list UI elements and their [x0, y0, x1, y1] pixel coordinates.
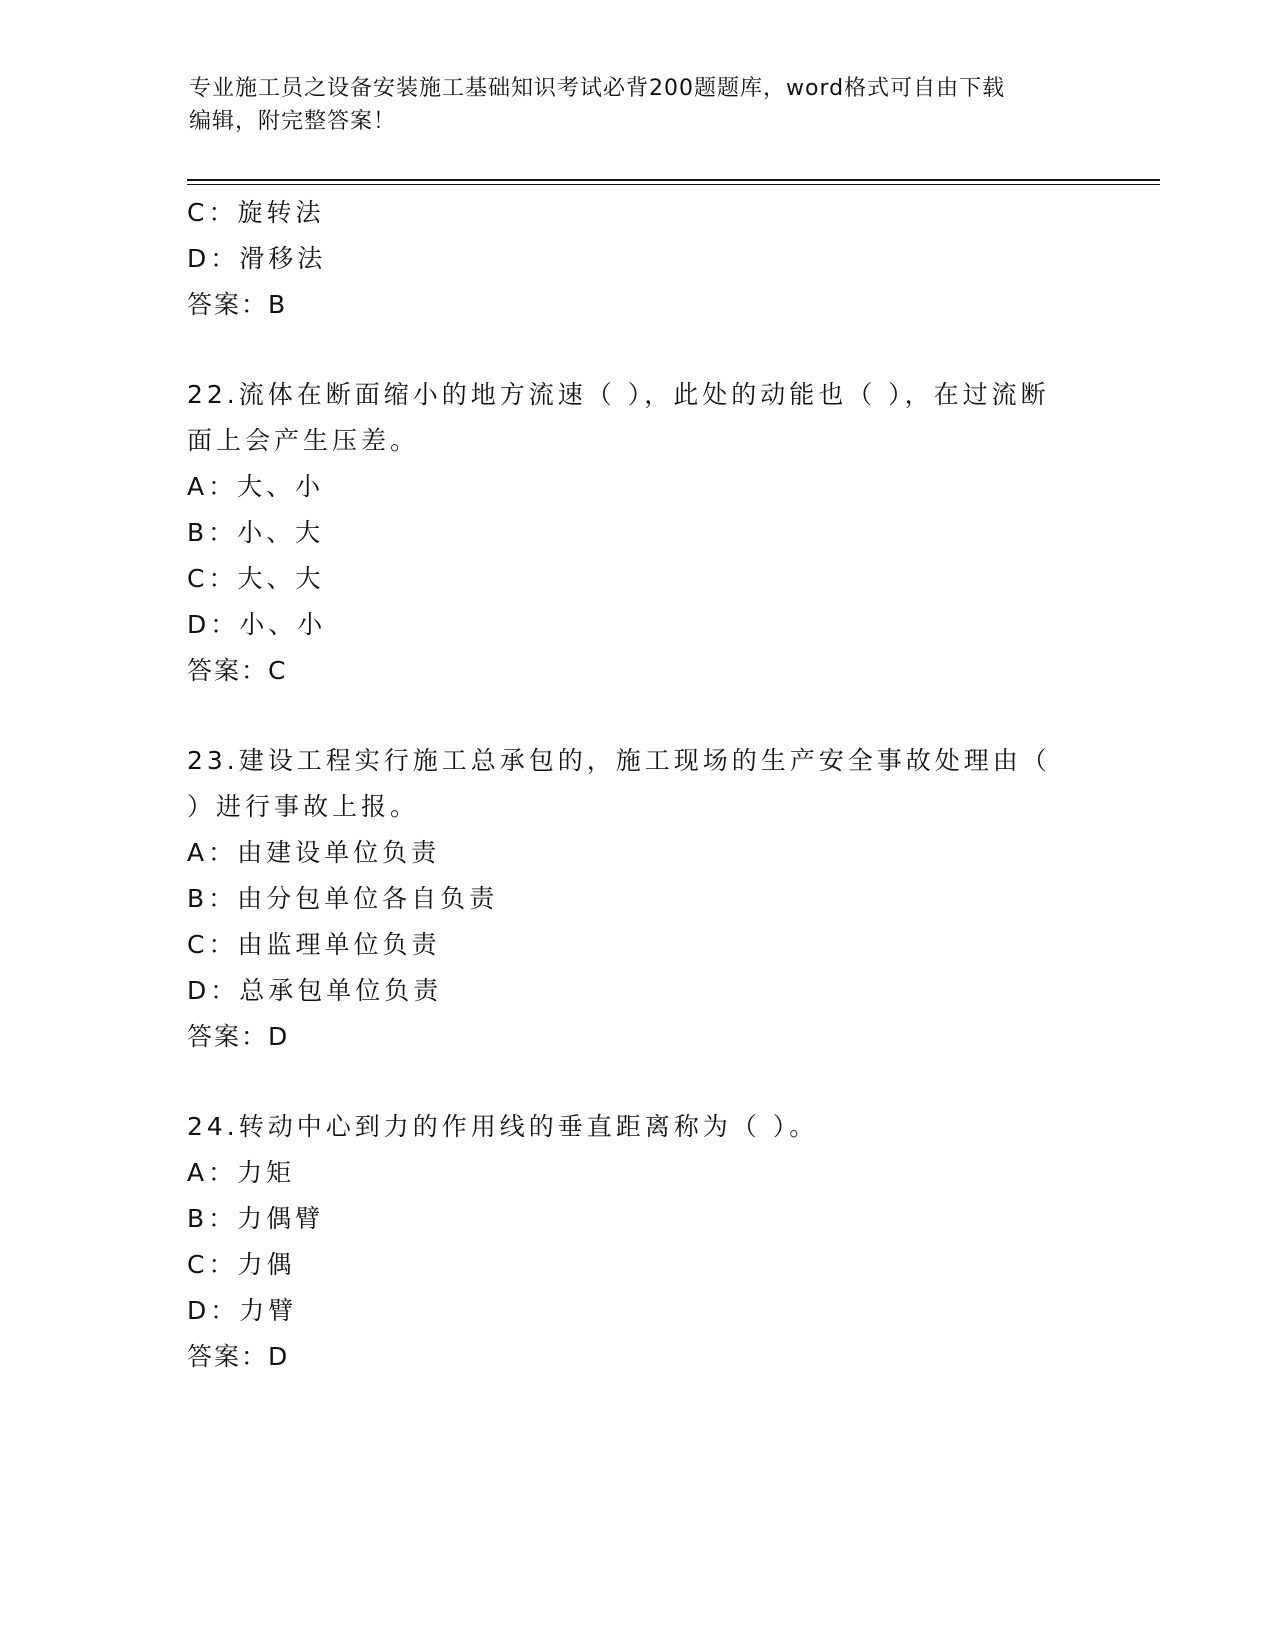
- question-text-line-2: 面上会产生压差。: [187, 426, 420, 455]
- option-c: C：大、大: [187, 564, 325, 593]
- header-line-2: 编辑，附完整答案！: [189, 109, 397, 134]
- spacer: [187, 1060, 1087, 1104]
- option-a: A：由建设单位负责: [187, 838, 441, 867]
- question-24: [187, 1104, 1087, 1380]
- spacer: [187, 694, 1087, 738]
- option-a: A：大、小: [187, 472, 325, 501]
- question-list: [187, 190, 1087, 1380]
- answer: 答案：D: [187, 1342, 290, 1371]
- option-c: C：由监理单位负责: [187, 930, 441, 959]
- spacer: [187, 328, 1087, 372]
- option-b: B：力偶臂: [187, 1204, 325, 1233]
- page-header: [189, 72, 1089, 138]
- question-text-line-2: ）进行事故上报。: [187, 792, 420, 821]
- answer: 答案：D: [187, 1022, 290, 1051]
- answer: 答案：B: [187, 290, 288, 319]
- option-d: D：力臂: [187, 1296, 298, 1325]
- option-d: D：总承包单位负责: [187, 976, 443, 1005]
- option-d: D：小、小: [187, 610, 327, 639]
- question-21-continued: [187, 190, 1087, 328]
- question-22: [187, 372, 1087, 694]
- question-text-line-1: 22.流体在断面缩小的地方流速（ ），此处的动能也（ ），在过流断: [187, 380, 1050, 409]
- question-23: [187, 738, 1087, 1060]
- question-text-line-1: 23.建设工程实行施工总承包的，施工现场的生产安全事故处理由（: [187, 746, 1051, 775]
- answer: 答案：C: [187, 656, 288, 685]
- option-a: A：力矩: [187, 1158, 296, 1187]
- option-b: B：小、大: [187, 518, 325, 547]
- header-divider-thin: [187, 184, 1160, 185]
- header-divider-thick: [187, 179, 1160, 181]
- option-d: D：滑移法: [187, 244, 327, 273]
- option-c: C：力偶: [187, 1250, 296, 1279]
- question-text-line-1: 24.转动中心到力的作用线的垂直距离称为（ ）。: [187, 1112, 819, 1141]
- header-line-1: 专业施工员之设备安装施工基础知识考试必背200题题库，word格式可自由下载: [189, 76, 1006, 101]
- option-b: B：由分包单位各自负责: [187, 884, 499, 913]
- option-c: C：旋转法: [187, 198, 325, 227]
